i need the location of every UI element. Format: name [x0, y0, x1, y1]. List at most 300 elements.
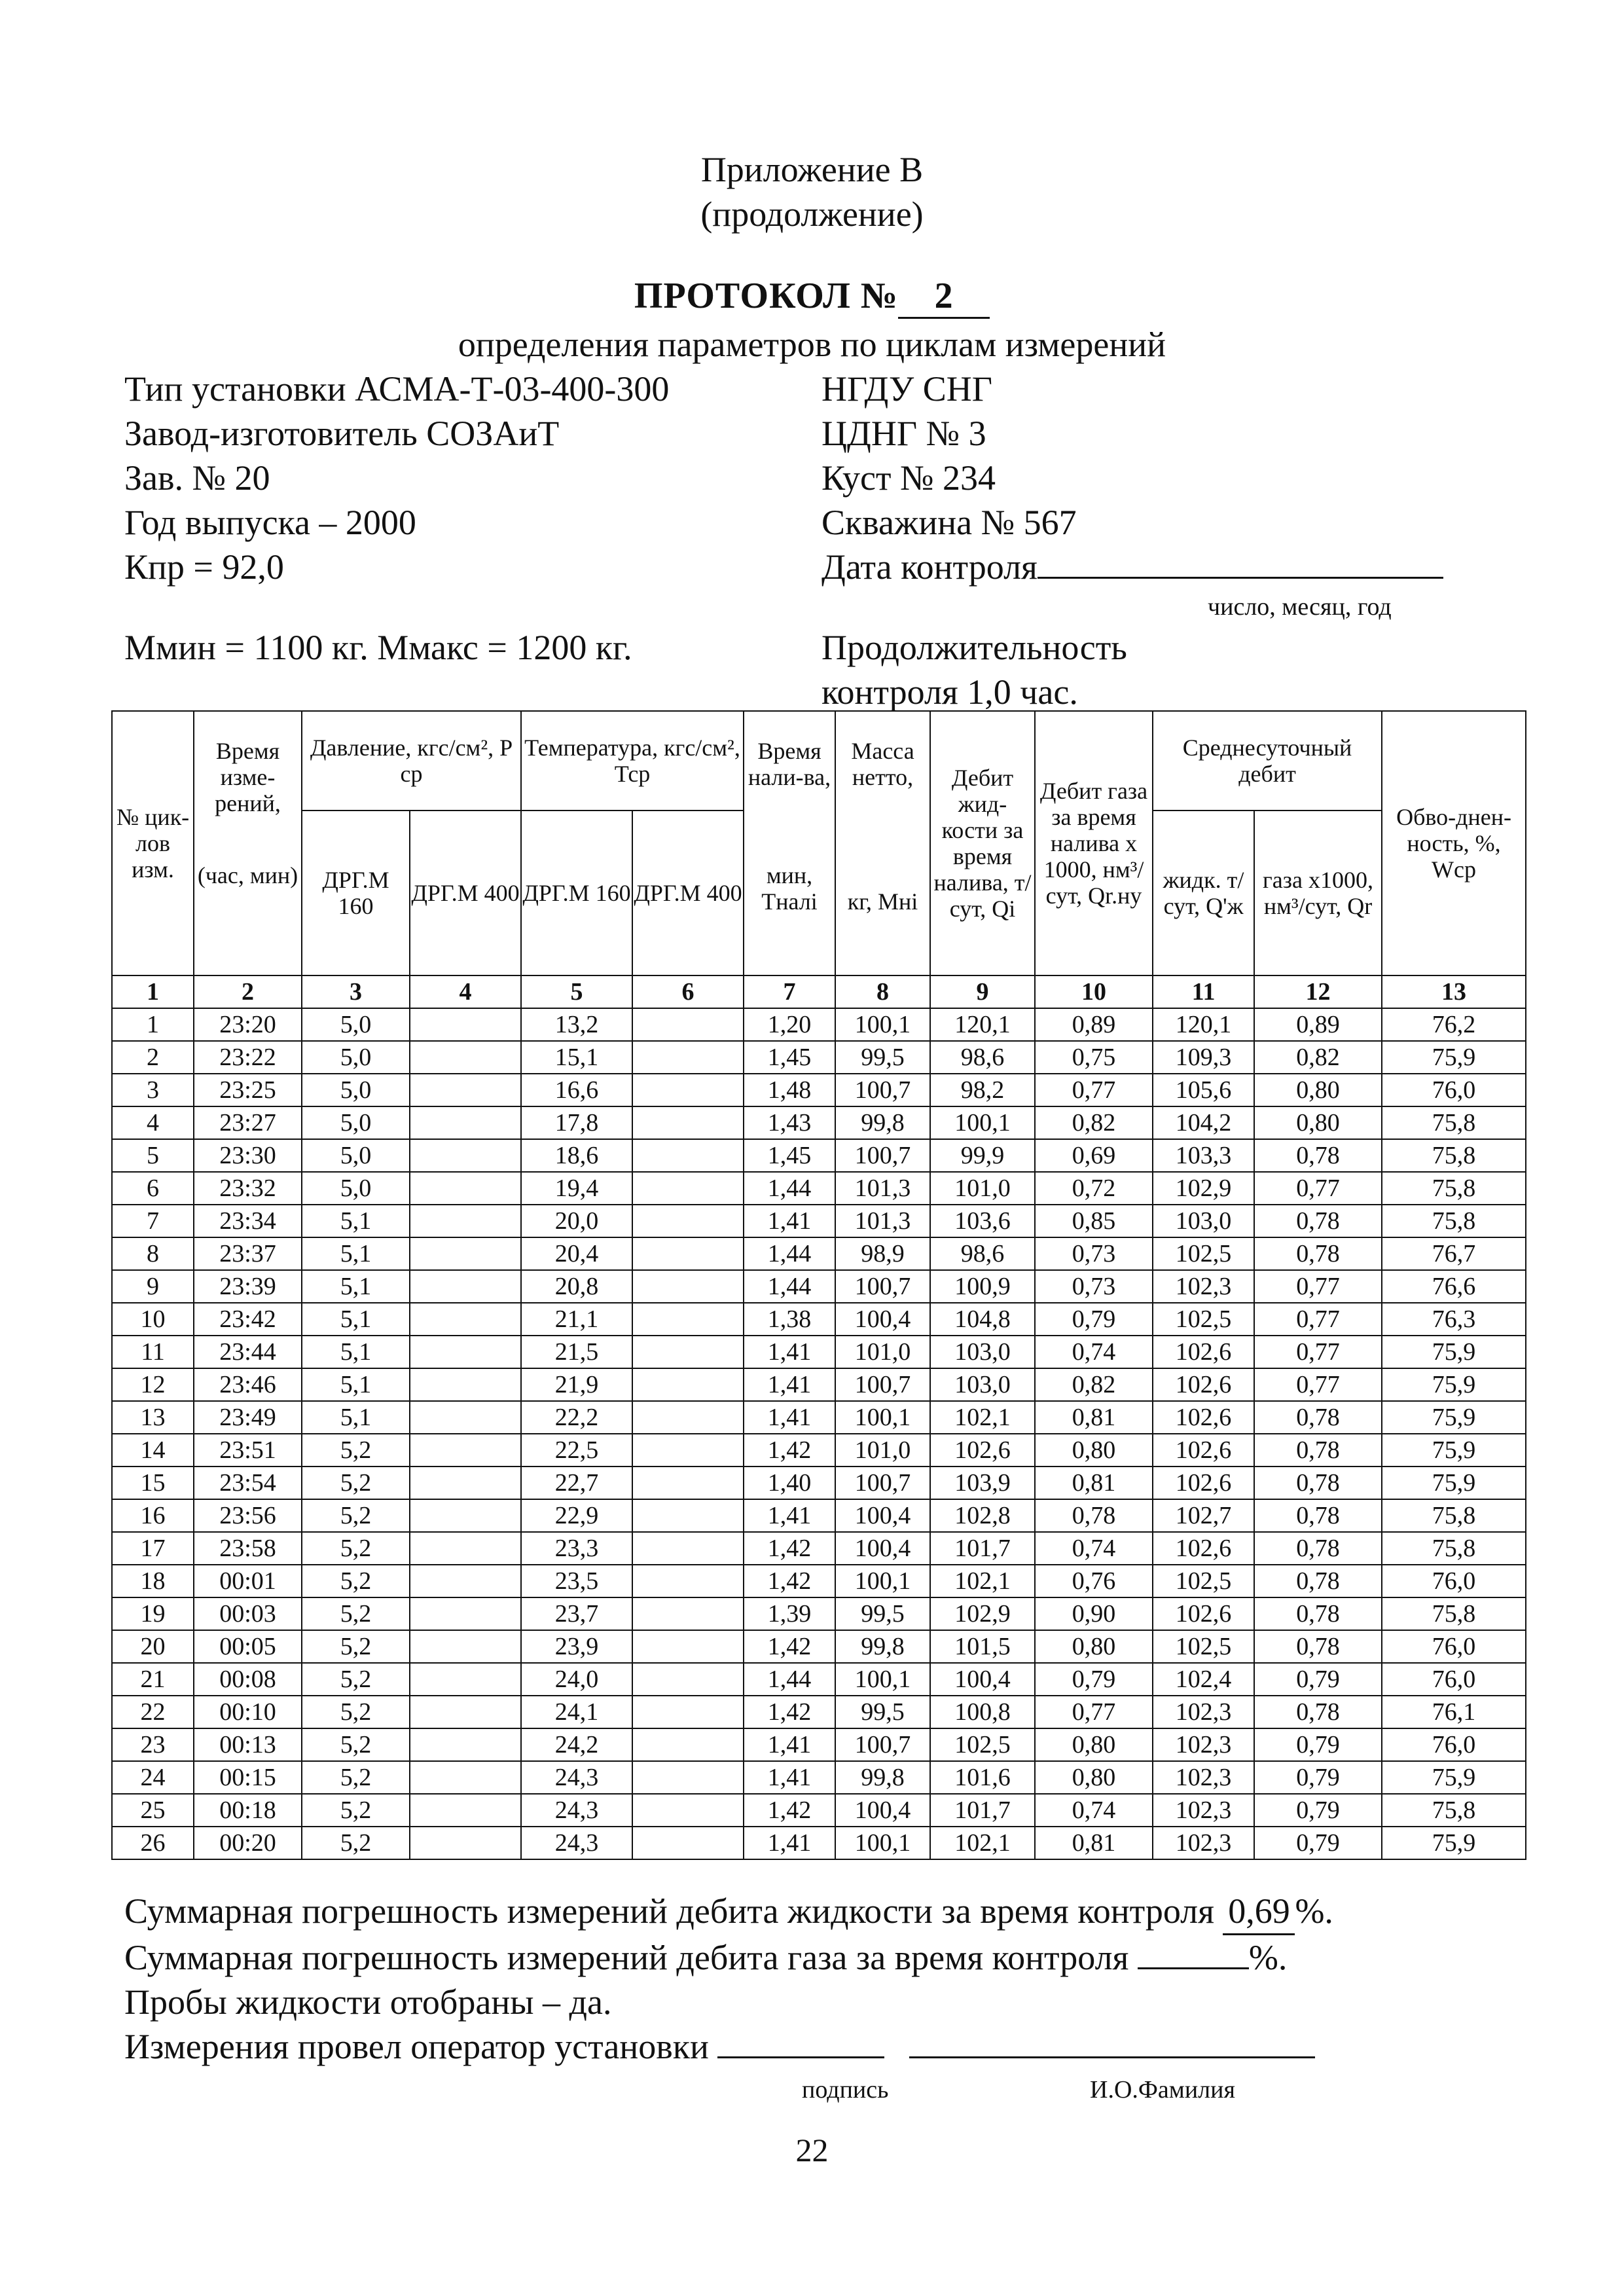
header-watercut: Обво-днен-ность, %, Wср	[1382, 711, 1526, 975]
table-cell	[632, 1663, 744, 1696]
table-cell	[410, 1139, 521, 1172]
table-cell	[410, 1728, 521, 1761]
table-cell	[632, 1172, 744, 1205]
table-cell	[410, 1237, 521, 1270]
table-cell: 20	[112, 1630, 194, 1663]
header-mass	[835, 711, 930, 975]
liquid-error-percent: %.	[1295, 1891, 1333, 1931]
appendix-continuation: (продолжение)	[700, 194, 924, 234]
table-cell: 76,2	[1382, 1008, 1526, 1041]
table-cell: 25	[112, 1794, 194, 1827]
table-cell: 100,7	[835, 1139, 930, 1172]
column-number: 2	[194, 975, 302, 1008]
table-cell: 100,4	[835, 1794, 930, 1827]
header-time-label: Время изме-рений,	[215, 738, 281, 816]
table-cell: 4	[112, 1106, 194, 1139]
header-liquid-rate: Дебит жид-кости за время налива, т/сут, Qi	[930, 711, 1035, 975]
table-cell: 100,4	[835, 1303, 930, 1336]
table-cell: 00:08	[194, 1663, 302, 1696]
table-cell: 1,45	[744, 1139, 835, 1172]
header-cycle: № цик-лов изм.	[112, 711, 194, 975]
table-cell: 22,5	[521, 1434, 632, 1467]
table-cell: 24,1	[521, 1696, 632, 1728]
table-cell	[632, 1368, 744, 1401]
table-cell	[632, 1139, 744, 1172]
table-cell: 20,0	[521, 1205, 632, 1237]
table-cell: 0,78	[1254, 1532, 1382, 1565]
table-cell	[410, 1106, 521, 1139]
mass-limits: Ммин = 1100 кг. Ммакс = 1200 кг.	[124, 628, 632, 667]
column-number: 9	[930, 975, 1035, 1008]
table-row	[112, 1827, 1526, 1859]
table-cell: 5,2	[302, 1499, 410, 1532]
table-cell: 8	[112, 1237, 194, 1270]
column-number: 12	[1254, 975, 1382, 1008]
liquid-error-value: 0,69	[1223, 1889, 1295, 1935]
table-cell: 15,1	[521, 1041, 632, 1074]
table-cell: 100,4	[835, 1532, 930, 1565]
table-cell: 0,69	[1035, 1139, 1153, 1172]
table-cell	[632, 1761, 744, 1794]
table-cell: 23,9	[521, 1630, 632, 1663]
table-cell: 24,3	[521, 1794, 632, 1827]
table-cell: 22,2	[521, 1401, 632, 1434]
table-cell: 100,9	[930, 1270, 1035, 1303]
table-cell: 1,41	[744, 1401, 835, 1434]
table-cell: 00:15	[194, 1761, 302, 1794]
table-row	[112, 1401, 1526, 1434]
header-daily-liquid: жидк. т/сут, Q'ж	[1153, 811, 1254, 975]
table-cell: 100,7	[835, 1368, 930, 1401]
table-cell: 00:03	[194, 1597, 302, 1630]
table-cell: 20,4	[521, 1237, 632, 1270]
table-cell	[632, 1499, 744, 1532]
table-cell: 102,6	[1153, 1336, 1254, 1368]
table-cell: 6	[112, 1172, 194, 1205]
table-cell: 102,3	[1153, 1794, 1254, 1827]
table-row	[112, 1303, 1526, 1336]
page-number: 22	[795, 2132, 829, 2168]
table-cell: 100,7	[835, 1467, 930, 1499]
table-cell: 5,0	[302, 1106, 410, 1139]
table-cell: 75,8	[1382, 1172, 1526, 1205]
table-cell: 0,80	[1035, 1434, 1153, 1467]
protocol-number: 2	[898, 275, 990, 319]
table-row	[112, 1467, 1526, 1499]
table-cell: 23:54	[194, 1467, 302, 1499]
table-cell: 5,0	[302, 1139, 410, 1172]
table-cell: 102,3	[1153, 1761, 1254, 1794]
column-numbers-row	[112, 975, 1526, 1008]
table-cell: 0,81	[1035, 1467, 1153, 1499]
column-number: 11	[1153, 975, 1254, 1008]
table-cell: 0,78	[1254, 1630, 1382, 1663]
header-temperature-drg160: ДРГ.М 160	[521, 811, 632, 975]
table-cell: 00:18	[194, 1794, 302, 1827]
table-cell: 98,6	[930, 1237, 1035, 1270]
table-cell: 0,78	[1035, 1499, 1153, 1532]
column-number: 6	[632, 975, 744, 1008]
control-duration	[821, 625, 1127, 714]
table-cell	[410, 1499, 521, 1532]
table-cell: 23:37	[194, 1237, 302, 1270]
control-date-field[interactable]	[1038, 548, 1443, 579]
table-cell: 24,2	[521, 1728, 632, 1761]
table-cell: 98,6	[930, 1041, 1035, 1074]
table-cell: 99,5	[835, 1696, 930, 1728]
table-cell: 0,78	[1254, 1401, 1382, 1434]
table-cell: 0,74	[1035, 1794, 1153, 1827]
table-cell: 102,5	[930, 1728, 1035, 1761]
table-cell: 1,42	[744, 1696, 835, 1728]
table-cell: 12	[112, 1368, 194, 1401]
table-cell	[632, 1565, 744, 1597]
table-row	[112, 1761, 1526, 1794]
table-cell: 1,41	[744, 1336, 835, 1368]
info-control-date	[821, 545, 1443, 589]
table-cell: 0,78	[1254, 1467, 1382, 1499]
table-row	[112, 1728, 1526, 1761]
table-cell: 100,1	[835, 1827, 930, 1859]
table-cell: 0,81	[1035, 1827, 1153, 1859]
table-cell: 102,9	[930, 1597, 1035, 1630]
table-cell: 23:27	[194, 1106, 302, 1139]
table-cell: 1,42	[744, 1532, 835, 1565]
table-cell: 75,9	[1382, 1434, 1526, 1467]
table-cell: 00:01	[194, 1565, 302, 1597]
table-row	[112, 1696, 1526, 1728]
table-cell: 23:34	[194, 1205, 302, 1237]
table-cell: 104,2	[1153, 1106, 1254, 1139]
table-cell: 1,38	[744, 1303, 835, 1336]
table-row	[112, 1630, 1526, 1663]
table-cell: 99,8	[835, 1630, 930, 1663]
table-cell: 5,0	[302, 1041, 410, 1074]
table-row	[112, 1205, 1526, 1237]
table-cell: 102,1	[930, 1401, 1035, 1434]
header-pressure-drg160: ДРГ.М 160	[302, 811, 410, 975]
column-number: 1	[112, 975, 194, 1008]
table-cell: 5,1	[302, 1237, 410, 1270]
table-cell	[410, 1336, 521, 1368]
table-cell: 101,3	[835, 1205, 930, 1237]
table-cell: 0,72	[1035, 1172, 1153, 1205]
gas-error-field[interactable]	[1138, 1939, 1249, 1969]
table-cell: 76,0	[1382, 1728, 1526, 1761]
control-date-label: Дата контроля	[821, 547, 1038, 587]
info-right	[821, 367, 1443, 589]
table-cell: 99,5	[835, 1597, 930, 1630]
table-cell	[632, 1205, 744, 1237]
table-row	[112, 1532, 1526, 1565]
table-cell	[410, 1041, 521, 1074]
column-number: 8	[835, 975, 930, 1008]
table-cell	[632, 1827, 744, 1859]
table-cell: 00:05	[194, 1630, 302, 1663]
table-cell: 23:30	[194, 1139, 302, 1172]
table-cell: 101,6	[930, 1761, 1035, 1794]
table-row	[112, 1499, 1526, 1532]
table-row	[112, 1172, 1526, 1205]
table-cell: 103,9	[930, 1467, 1035, 1499]
protocol-title-prefix: ПРОТОКОЛ №	[634, 276, 899, 316]
table-cell: 1,41	[744, 1499, 835, 1532]
table-cell: 100,4	[835, 1499, 930, 1532]
table-cell: 5	[112, 1139, 194, 1172]
table-cell: 100,7	[835, 1728, 930, 1761]
table-cell: 0,78	[1254, 1499, 1382, 1532]
table-cell: 1,20	[744, 1008, 835, 1041]
table-row	[112, 1434, 1526, 1467]
table-cell	[410, 1565, 521, 1597]
table-cell: 5,1	[302, 1401, 410, 1434]
info-cluster: Куст № 234	[821, 458, 996, 498]
table-cell: 101,7	[930, 1532, 1035, 1565]
samples-line: Пробы жидкости отобраны – да.	[124, 1982, 612, 2022]
table-cell	[632, 1270, 744, 1303]
table-cell	[632, 1728, 744, 1761]
table-cell: 5,2	[302, 1467, 410, 1499]
table-cell: 22	[112, 1696, 194, 1728]
table-cell: 5,2	[302, 1630, 410, 1663]
table-cell: 00:20	[194, 1827, 302, 1859]
table-row	[112, 1270, 1526, 1303]
table-cell: 75,8	[1382, 1794, 1526, 1827]
table-cell: 00:10	[194, 1696, 302, 1728]
table-cell: 101,0	[930, 1172, 1035, 1205]
table-cell: 102,6	[1153, 1434, 1254, 1467]
info-installation-type: Тип установки АСМА-Т-03-400-300	[124, 369, 670, 409]
table-cell: 1,44	[744, 1270, 835, 1303]
table-cell	[632, 1074, 744, 1106]
table-cell: 76,0	[1382, 1630, 1526, 1663]
column-number: 5	[521, 975, 632, 1008]
table-cell: 22,9	[521, 1499, 632, 1532]
table-cell: 99,8	[835, 1761, 930, 1794]
table-cell: 1,39	[744, 1597, 835, 1630]
table-cell: 0,73	[1035, 1237, 1153, 1270]
header-time-unit: (час, мин)	[197, 862, 298, 888]
name-field[interactable]	[909, 2028, 1315, 2058]
table-cell: 17	[112, 1532, 194, 1565]
table-cell: 0,78	[1254, 1696, 1382, 1728]
table-cell: 21,9	[521, 1368, 632, 1401]
table-cell	[410, 1303, 521, 1336]
table-row	[112, 1139, 1526, 1172]
table-cell: 102,3	[1153, 1696, 1254, 1728]
table-cell: 0,77	[1254, 1368, 1382, 1401]
table-cell: 0,80	[1035, 1728, 1153, 1761]
info-year: Год выпуска – 2000	[124, 503, 416, 542]
table-cell: 5,0	[302, 1008, 410, 1041]
table-cell: 5,1	[302, 1270, 410, 1303]
table-cell: 5,1	[302, 1205, 410, 1237]
table-cell: 0,75	[1035, 1041, 1153, 1074]
table-cell: 1,40	[744, 1467, 835, 1499]
table-cell: 5,2	[302, 1434, 410, 1467]
table-cell: 3	[112, 1074, 194, 1106]
table-cell: 24,0	[521, 1663, 632, 1696]
table-cell: 23:22	[194, 1041, 302, 1074]
table-cell: 99,9	[930, 1139, 1035, 1172]
table-cell	[410, 1761, 521, 1794]
table-cell: 7	[112, 1205, 194, 1237]
info-manufacturer: Завод-изготовитель СОЗАиТ	[124, 414, 560, 453]
gas-error-line	[124, 1935, 1333, 1980]
table-cell	[632, 1434, 744, 1467]
table-cell: 23:51	[194, 1434, 302, 1467]
table-cell: 0,78	[1254, 1565, 1382, 1597]
table-cell: 101,7	[930, 1794, 1035, 1827]
table-cell: 20,8	[521, 1270, 632, 1303]
table-cell: 23,7	[521, 1597, 632, 1630]
table-row	[112, 1106, 1526, 1139]
table-cell: 0,73	[1035, 1270, 1153, 1303]
table-cell	[410, 1205, 521, 1237]
table-cell: 23:49	[194, 1401, 302, 1434]
table-cell: 75,8	[1382, 1106, 1526, 1139]
table-cell: 0,80	[1035, 1761, 1153, 1794]
table-cell: 1,42	[744, 1434, 835, 1467]
table-cell: 17,8	[521, 1106, 632, 1139]
table-cell: 23:44	[194, 1336, 302, 1368]
table-cell: 0,79	[1035, 1663, 1153, 1696]
header-fill-time-label: Время нали-ва,	[748, 738, 831, 790]
table-cell: 120,1	[930, 1008, 1035, 1041]
table-cell	[410, 1074, 521, 1106]
table-cell: 75,8	[1382, 1597, 1526, 1630]
table-cell: 5,2	[302, 1728, 410, 1761]
table-cell: 0,78	[1254, 1237, 1382, 1270]
table-body	[112, 1008, 1526, 1859]
table-cell: 10	[112, 1303, 194, 1336]
table-cell: 0,78	[1254, 1205, 1382, 1237]
table-row	[112, 1074, 1526, 1106]
liquid-error-text: Суммарная погрешность измерений дебита жидкости за время контроля	[124, 1891, 1214, 1931]
table-cell: 23:32	[194, 1172, 302, 1205]
header-fill-time-unit: мин, Тналі	[761, 862, 818, 915]
table-cell: 102,1	[930, 1565, 1035, 1597]
table-cell: 0,77	[1035, 1696, 1153, 1728]
table-cell: 5,0	[302, 1172, 410, 1205]
header-fill-time	[744, 711, 835, 975]
operator-text: Измерения провел оператор установки	[124, 2027, 709, 2066]
table-cell	[410, 1401, 521, 1434]
operator-line	[124, 2024, 1333, 2069]
table-cell: 75,9	[1382, 1336, 1526, 1368]
table-cell: 99,8	[835, 1106, 930, 1139]
table-cell	[410, 1008, 521, 1041]
table-cell: 0,79	[1035, 1303, 1153, 1336]
table-cell: 98,9	[835, 1237, 930, 1270]
table-cell: 76,0	[1382, 1565, 1526, 1597]
header-daily-average: Среднесуточный дебит	[1153, 711, 1382, 811]
table-cell: 23:42	[194, 1303, 302, 1336]
table-cell: 109,3	[1153, 1041, 1254, 1074]
table-cell: 103,6	[930, 1205, 1035, 1237]
table-cell: 76,1	[1382, 1696, 1526, 1728]
table-cell: 0,89	[1254, 1008, 1382, 1041]
date-caption: число, месяц, год	[1208, 593, 1392, 621]
table-cell: 0,80	[1035, 1630, 1153, 1663]
name-caption: И.О.Фамилия	[1090, 2076, 1235, 2104]
table-cell: 0,77	[1254, 1270, 1382, 1303]
table-cell	[632, 1401, 744, 1434]
table-cell: 1,41	[744, 1827, 835, 1859]
table-cell: 5,2	[302, 1761, 410, 1794]
header-gas-rate: Дебит газа за время налива х 1000, нм³/сут, Qr.ну	[1035, 711, 1153, 975]
table-cell: 0,77	[1254, 1172, 1382, 1205]
signature-field[interactable]	[717, 2028, 884, 2058]
table-row	[112, 1597, 1526, 1630]
table-cell: 100,8	[930, 1696, 1035, 1728]
column-number: 10	[1035, 975, 1153, 1008]
table-cell: 100,4	[930, 1663, 1035, 1696]
table-cell: 76,6	[1382, 1270, 1526, 1303]
table-cell: 102,5	[1153, 1630, 1254, 1663]
table-cell: 102,4	[1153, 1663, 1254, 1696]
info-well: Скважина № 567	[821, 503, 1077, 542]
table-cell: 103,0	[1153, 1205, 1254, 1237]
table-cell: 1,41	[744, 1368, 835, 1401]
table-cell: 0,79	[1254, 1794, 1382, 1827]
info-serial-number: Зав. № 20	[124, 458, 270, 498]
table-cell: 102,3	[1153, 1827, 1254, 1859]
table-cell	[410, 1663, 521, 1696]
table-cell: 24	[112, 1761, 194, 1794]
table-cell: 14	[112, 1434, 194, 1467]
table-cell	[632, 1303, 744, 1336]
table-cell: 23,5	[521, 1565, 632, 1597]
header-temperature-drg400: ДРГ.М 400	[632, 811, 744, 975]
table-cell: 1,44	[744, 1237, 835, 1270]
table-cell: 100,7	[835, 1270, 930, 1303]
table-cell: 75,9	[1382, 1827, 1526, 1859]
info-cdng: ЦДНГ № 3	[821, 414, 986, 453]
table-cell	[632, 1696, 744, 1728]
table-cell: 102,6	[1153, 1597, 1254, 1630]
table-cell: 24,3	[521, 1761, 632, 1794]
table-cell: 11	[112, 1336, 194, 1368]
table-cell	[632, 1041, 744, 1074]
table-cell: 102,6	[930, 1434, 1035, 1467]
table-cell: 26	[112, 1827, 194, 1859]
table-cell: 101,5	[930, 1630, 1035, 1663]
table-cell: 0,82	[1254, 1041, 1382, 1074]
table-cell: 1,42	[744, 1565, 835, 1597]
table-cell: 21,1	[521, 1303, 632, 1336]
table-cell	[632, 1630, 744, 1663]
table-cell: 23:39	[194, 1270, 302, 1303]
table-row	[112, 1008, 1526, 1041]
table-cell: 102,6	[1153, 1467, 1254, 1499]
header-time	[194, 711, 302, 975]
table-cell: 75,9	[1382, 1467, 1526, 1499]
duration-line-1: Продолжительность	[821, 628, 1127, 667]
protocol-title	[0, 275, 1624, 319]
table-cell: 75,8	[1382, 1532, 1526, 1565]
table-cell: 5,1	[302, 1336, 410, 1368]
table-cell: 0,79	[1254, 1761, 1382, 1794]
table-cell: 23:20	[194, 1008, 302, 1041]
table-cell: 1,44	[744, 1663, 835, 1696]
table-cell: 1,42	[744, 1794, 835, 1827]
table-cell	[632, 1597, 744, 1630]
table-cell: 0,79	[1254, 1663, 1382, 1696]
table-cell: 5,2	[302, 1565, 410, 1597]
header-mass-label: Масса нетто,	[851, 738, 914, 790]
table-cell: 15	[112, 1467, 194, 1499]
